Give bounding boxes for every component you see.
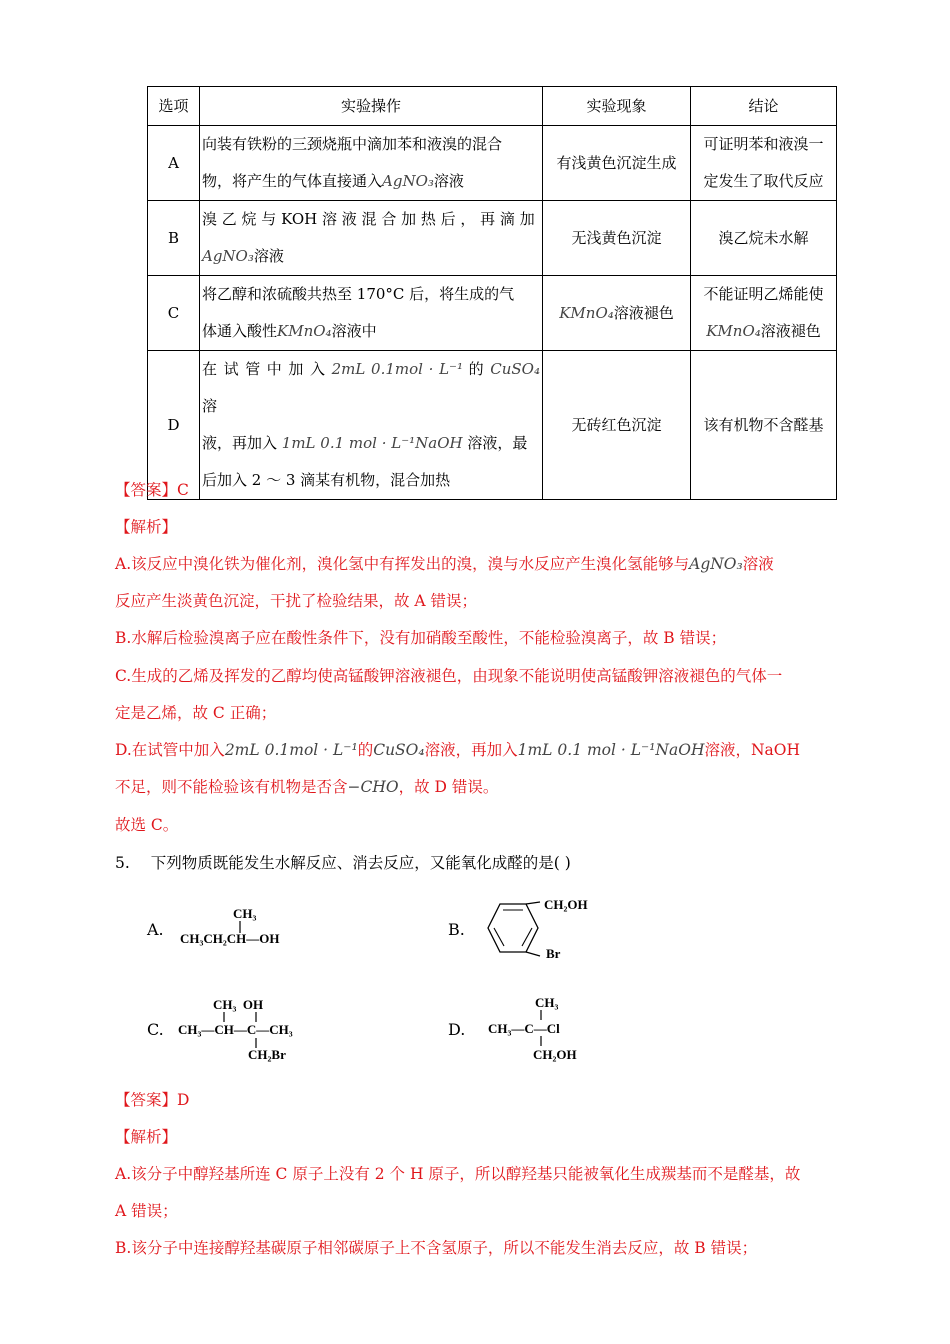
analysis-text: A.该反应中溴化铁为催化剂，溴化氢中有挥发出的溴，溴与水反应产生溴化氢能够与 (115, 555, 690, 573)
conc-line: 可证明苯和液溴一 (703, 135, 824, 153)
op-text: 在 试 管 中 加 入 (202, 360, 332, 378)
analysis-title: 【解析】 (115, 518, 178, 536)
conc-text: 溶液褪色 (760, 322, 821, 340)
row-operation (200, 201, 543, 276)
conc-line: 定发生了取代反应 (703, 172, 824, 190)
experiment-table (147, 86, 837, 500)
question-number: 5. (115, 854, 130, 872)
table-header-row (148, 87, 837, 126)
option-b-bottom: Br (546, 946, 561, 961)
analysis-line (115, 738, 800, 760)
option-d-top: CH₃ (535, 995, 559, 1010)
analysis-text: ，故 D 错误。 (398, 778, 499, 796)
formula: 1mL 0.1 mol · L⁻¹NaOH (281, 434, 463, 452)
question-text: 下列物质既能发生水解反应、消去反应，又能氧化成醛的是( ) (150, 854, 571, 872)
op-line (202, 238, 540, 275)
table-row (148, 276, 837, 351)
option-d-bottom: CH₂OH (533, 1047, 577, 1062)
op-line (202, 425, 540, 462)
row-option: A (148, 126, 200, 201)
formula: 1mL 0.1 mol · L⁻¹NaOH (517, 741, 705, 759)
conc-line: 不能证明乙烯能使 (703, 285, 824, 303)
op-text: 的 (462, 360, 491, 378)
row-phenomenon: 无砖红色沉淀 (543, 351, 691, 500)
header-option: 选项 (148, 87, 200, 126)
formula: KMnO₄ (559, 303, 614, 322)
op-line: 后加入 2 ～ 3 滴某有机物，混合加热 (202, 471, 451, 489)
header-operation: 实验操作 (200, 87, 543, 126)
analysis-line: A 错误； (115, 1202, 178, 1220)
row-conclusion: 该有机物不含醛基 (691, 351, 837, 500)
op-text: 物，将产生的气体直接通入 (202, 172, 383, 190)
row-phenomenon: 无浅黄色沉淀 (543, 201, 691, 276)
op-text: 溶 (202, 397, 218, 415)
analysis-line (115, 775, 498, 797)
row-phenomenon: 有浅黄色沉淀生成 (543, 126, 691, 201)
op-text: 溶液 (253, 247, 284, 265)
table-row (148, 351, 837, 500)
option-c-label: C. (147, 1020, 164, 1039)
table-row (148, 201, 837, 276)
op-line: 将乙醇和浓硫酸共热至 170°C 后，将生成的气 (202, 285, 515, 303)
op-line: 向装有铁粉的三颈烧瓶中滴加苯和液溴的混合 (202, 135, 503, 153)
table-row (148, 126, 837, 201)
option-a-main: CH₃CH₂CH—OH (180, 931, 280, 946)
option-a-label: A. (147, 920, 164, 939)
analysis-text: 的 (357, 741, 374, 759)
option-b-top: CH₂OH (544, 897, 588, 912)
conc-line (693, 313, 834, 350)
analysis-text: D.在试管中加入 (115, 741, 225, 759)
option-c-top: CH₃ OH (213, 997, 264, 1012)
row-option: C (148, 276, 200, 351)
question-5 (115, 851, 571, 873)
op-line (202, 313, 540, 350)
analysis-title: 【解析】 (115, 1128, 178, 1146)
row-operation (200, 351, 543, 500)
op-text: 体通入酸性 (202, 322, 278, 340)
op-text: 溶液中 (331, 322, 377, 340)
row-option: D (148, 351, 200, 500)
row-operation (200, 276, 543, 351)
analysis-line (115, 552, 774, 574)
formula: CuSO₄ (490, 360, 540, 378)
formula: −CHO (347, 778, 399, 796)
analysis-line: B.该分子中连接醇羟基碳原子相邻碳原子上不含氢原子，所以不能发生消去反应，故 B 错误； (115, 1239, 758, 1257)
formula: 2mL 0.1mol · L⁻¹ (224, 741, 358, 759)
row-operation (200, 126, 543, 201)
analysis-line: A.该分子中醇羟基所连 C 原子上没有 2 个 H 原子，所以醇羟基只能被氧化生成羰基而不是醛基，故 (115, 1165, 801, 1183)
option-d-label: D. (448, 1020, 466, 1039)
op-text: 溶液，最 (462, 434, 528, 452)
analysis-line: C.生成的乙烯及挥发的乙醇均使高锰酸钾溶液褪色，由现象不能说明使高锰酸钾溶液褪色的气体一 (115, 667, 783, 685)
option-c-bottom: CH₂Br (248, 1047, 286, 1062)
row-conclusion: 溴乙烷未水解 (691, 201, 837, 276)
header-phenomenon: 实验现象 (543, 87, 691, 126)
formula: 2mL 0.1mol · L⁻¹ (331, 360, 463, 378)
op-line (202, 351, 540, 425)
formula: AgNO₃ (382, 172, 434, 190)
row-phenomenon (543, 276, 691, 351)
answer-label: 【答案】C (115, 481, 189, 499)
option-b-label: B. (448, 920, 465, 939)
analysis-text: 不足，则不能检验该有机物是否含 (115, 778, 348, 796)
analysis-line: B.水解后检验溴离子应在酸性条件下，没有加硝酸至酸性，不能检验溴离子，故 B 错误； (115, 629, 727, 647)
row-option: B (148, 201, 200, 276)
answer-label: 【答案】D (115, 1091, 190, 1109)
analysis-line: 定是乙烯，故 C 正确； (115, 704, 277, 722)
op-line: 溴 乙 烷 与 KOH 溶 液 混 合 加 热 后 ， 再 滴 加 (202, 210, 535, 228)
option-d-main: CH₃—C—Cl (488, 1021, 560, 1036)
analysis-line: 反应产生淡黄色沉淀，干扰了检验结果，故 A 错误； (115, 592, 478, 610)
header-conclusion: 结论 (691, 87, 837, 126)
op-line (202, 163, 540, 200)
formula: KMnO₄ (277, 322, 332, 340)
op-text: 溶液 (433, 172, 464, 190)
option-a-top: CH₃ (233, 906, 257, 921)
op-text: 液，再加入 (202, 434, 282, 452)
option-c-main: CH₃—CH—C—CH₃ (178, 1022, 293, 1037)
analysis-conclusion: 故选 C。 (115, 816, 179, 834)
formula: AgNO₃ (689, 555, 743, 573)
formula: AgNO₃ (202, 247, 254, 265)
phenomenon-text: 溶液褪色 (613, 303, 674, 322)
formula: KMnO₄ (706, 322, 761, 340)
analysis-text: 溶液，再加入 (424, 741, 518, 759)
row-conclusion (691, 126, 837, 201)
analysis-text: 溶液，NaOH (704, 741, 800, 759)
analysis-text: 溶液 (742, 555, 774, 573)
formula: CuSO₄ (373, 741, 425, 759)
row-conclusion (691, 276, 837, 351)
